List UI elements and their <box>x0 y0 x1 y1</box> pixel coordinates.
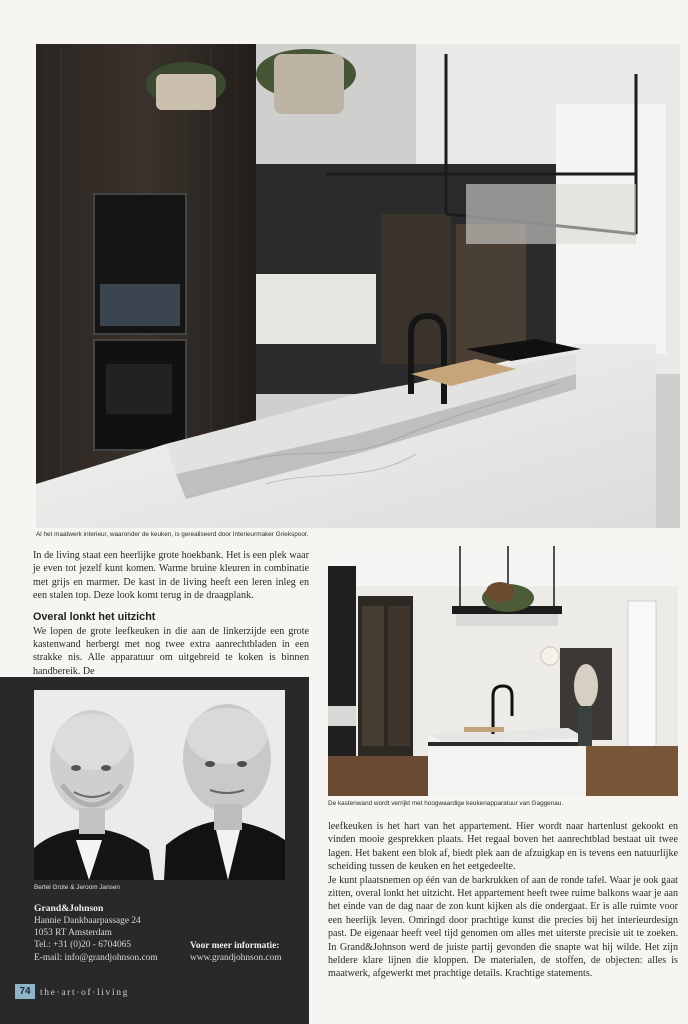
left-text-column <box>33 549 309 678</box>
kitchen-illustration <box>36 44 680 528</box>
kitchen-hero-photo <box>36 44 680 528</box>
right-paragraph-1: leefkeuken is het hart van het appartement. Hier wordt naar hartenlust gekookt en vinden mooie gesprekken plaats. Het regaal boven het aanrechtblad bestaat uit twee lagen. Het bakent een blok af, biedt plek aan de afzuigkap en is tevens een natuurlijke scheiding tussen de keuken en het eetgedeelte. <box>328 821 678 873</box>
kitchen-island-illustration <box>328 546 678 796</box>
right-text-column <box>328 820 678 981</box>
left-paragraph-1: In de living staat een heerlijke grote hoekbank. Het is een plek waar je even tot jezelf kunt komen. Warme bruine kleuren in combinatie met grijs en marmer. De kast in de living heeft een leren inleg en een stalen top. Deze look komt terug in de draagplank. <box>33 550 309 602</box>
company-website-link[interactable]: www.grandjohnson.com <box>190 953 282 963</box>
section-heading: Overal lonkt het uitzicht <box>33 610 156 623</box>
address-street: Hannie Dankbaarpassage 24 <box>34 916 141 926</box>
company-phone: Tel.: +31 (0)20 - 6704065 <box>34 940 132 951</box>
island-photo-caption: De kastenwand wordt verrijkt met hoogwaardige keukenapparatuur van Gaggenau. <box>328 800 564 807</box>
designers-portrait <box>34 690 285 880</box>
portrait-illustration <box>34 690 285 880</box>
address-postcode-city: 1053 RT Amsterdam <box>34 928 112 939</box>
portrait-caption: Bertel Grote & Jeroom Jansen <box>34 884 120 891</box>
company-email[interactable]: E-mail: info@grandjohnson.com <box>34 952 158 963</box>
page-number: 74 <box>15 984 35 999</box>
magazine-name: the·art·of·living <box>40 987 130 998</box>
right-paragraph-2: Je kunt plaatsnemen op één van de barkrukken of aan de ronde tafel. Waar je ook gaat zitten, overal lonkt het uitzicht. Het appartement heeft twee ruime balkons waar je aan het einde van de dag naar de zon kunt kijken als die ondergaat. Er is alle ruimte voor een heerlijk leven. Omringd door prachtige kunst die precies bij het interieurdesign past. De eigenaar heeft veel tijd genomen om alles met uiterste precisie uit te zoeken. In Grand&Johnson werd de juiste partij gevonden die snapte wat hij wilde. Het zijn heldere klare lijnen die kloppen. De materialen, de stoffen, de objecten: alles is maatwerk, afgewerkt met prachtige details. Krachtige statements. <box>328 874 678 980</box>
kitchen-island-photo <box>328 546 678 796</box>
left-paragraph-2: We lopen de grote leefkeuken in die aan de linkerzijde een grote kastenwand herbergt met nog twee extra aanrechtbladen in een strakke nis. Alle apparatuur om uitgebreid te koken is binnen handbereik. De <box>33 625 309 677</box>
hero-caption: Al het maatwerk interieur, waaronder de keuken, is gerealiseerd door Interieurmaker Griekspoor. <box>36 531 309 538</box>
more-info-label: Voor meer informatie: <box>190 941 280 951</box>
company-address <box>34 915 158 964</box>
company-name: Grand&Johnson <box>34 903 104 914</box>
